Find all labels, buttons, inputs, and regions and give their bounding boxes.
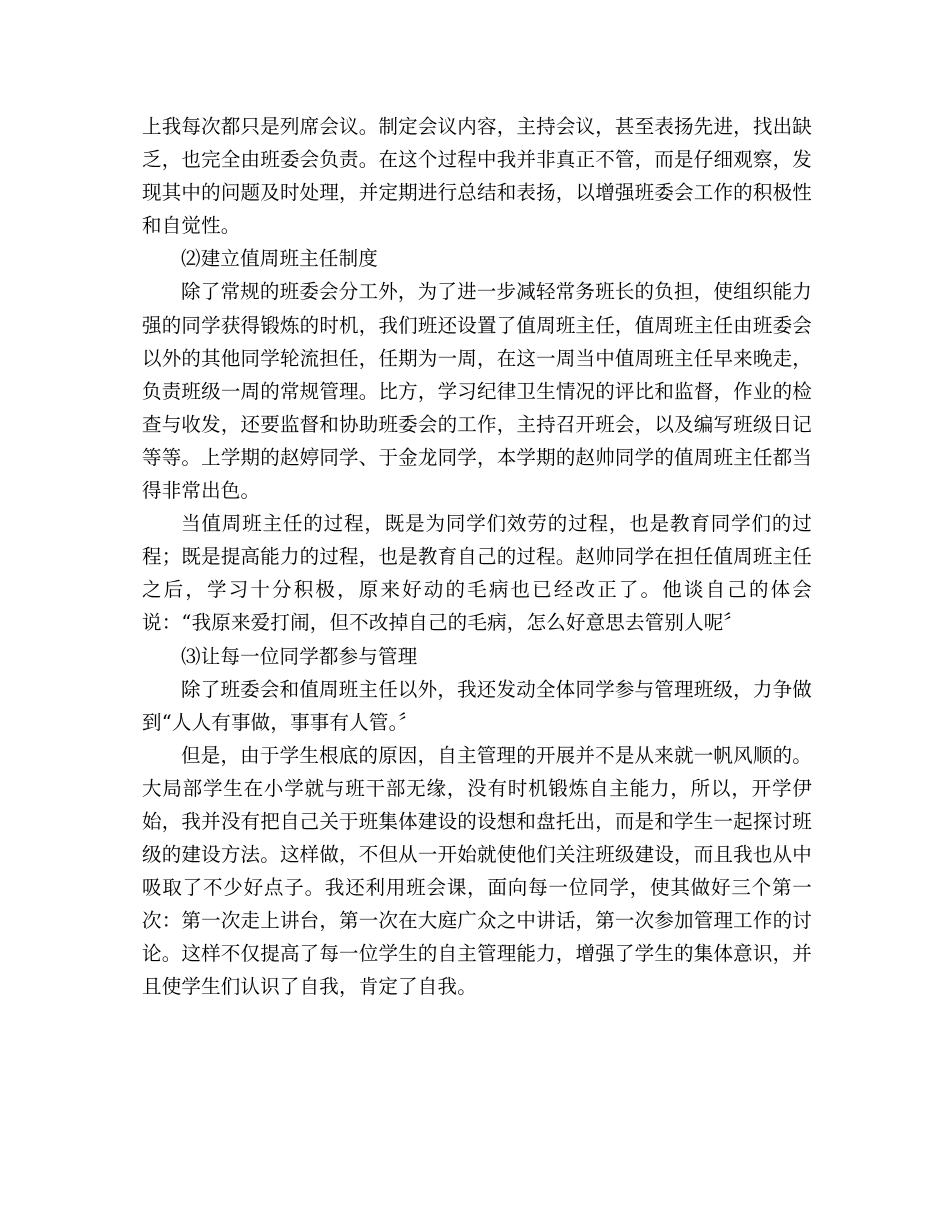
paragraph-duty-teacher-process: 当值周班主任的过程，既是为同学们效劳的过程，也是教育同学们的过程；既是提高能力的过程，也是教育自己的过程。赵帅同学在担任值周班主任之后，学习十分积极，原来好动的毛病也已经改正了。他谈自己的体会说：“我原来爱打闹，但不改掉自己的毛病，怎么好意思去管别人呢〞 [142, 512, 812, 635]
paragraph-continuation: 上我每次都只是列席会议。制定会议内容，主持会议，甚至表扬先进，找出缺乏，也完全由班委会负责。在这个过程中我并非真正不管，而是仔细观察，发现其中的问题及时处理，并定期进行总结和表扬，以增强班委会工作的积极性和自觉性。 [142, 115, 812, 238]
section-heading-duty-teacher-system: ⑵建立值周班主任制度 [181, 247, 379, 271]
paragraph-all-students-participate: 除了班委会和值周班主任以外，我还发动全体同学参与管理班级，力争做到“人人有事做，事事有人管。〞 [142, 677, 812, 734]
paragraph-self-management-development: 但是，由于学生根底的原因，自主管理的开展并不是从来就一帆风顺的。大局部学生在小学就与班干部无缘，没有时机锻炼自主能力，所以，开学伊始，我并没有把自己关于班集体建设的设想和盘托出，而是和学生一起探讨班级的建设方法。这样做，不但从一开始就使他们关注班级建设，而且我也从中吸取了不少好点子。我还利用班会课，面向每一位同学，使其做好三个第一次：第一次走上讲台，第一次在大庭广众之中讲话，第一次参加管理工作的讨论。这样不仅提高了每一位学生的自主管理能力，增强了学生的集体意识，并且使学生们认识了自我，肯定了自我。 [142, 743, 812, 999]
section-heading-everyone-manages: ⑶让每一位同学都参与管理 [181, 644, 418, 668]
document-body [142, 110, 812, 1004]
paragraph-duty-teacher-description: 除了常规的班委会分工外，为了进一步减轻常务班长的负担，使组织能力强的同学获得锻炼的时机，我们班还设置了值周班主任，值周班主任由班委会以外的其他同学轮流担任，任期为一周，在这一周当中值周班主任早来晚走，负责班级一周的常规管理。比方，学习纪律卫生情况的评比和监督，作业的检查与收发，还要监督和协助班委会的工作，主持召开班会，以及编写班级日记等等。上学期的赵婷同学、于金龙同学，本学期的赵帅同学的值周班主任都当得非常出色。 [142, 280, 812, 503]
